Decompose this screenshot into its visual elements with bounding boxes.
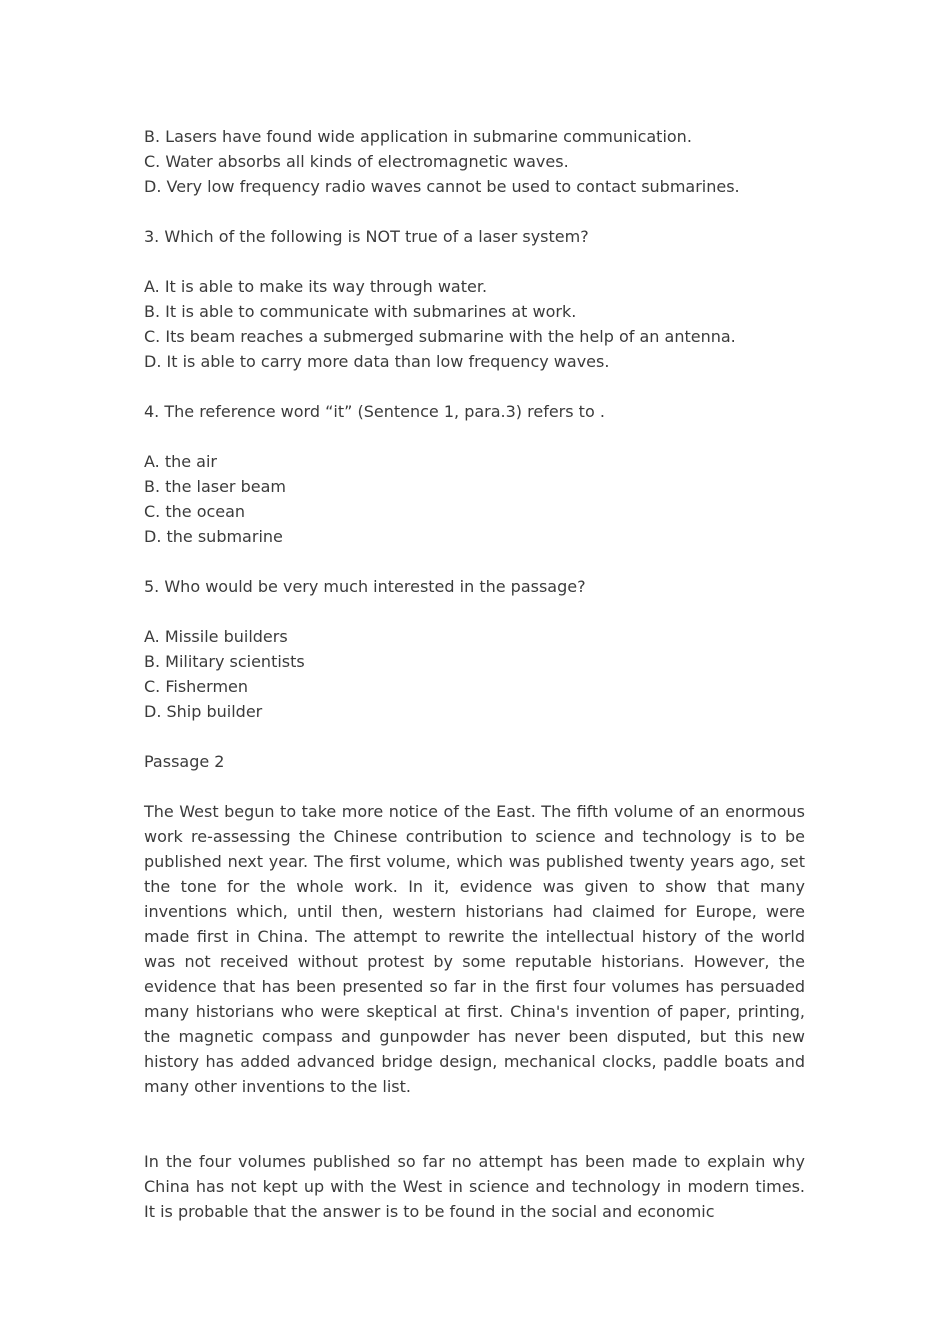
q5-option-a: A. Missile builders xyxy=(144,627,288,646)
q5-question: 5. Who would be very much interested in the passage? xyxy=(144,577,586,596)
passage-paragraph-1: The West begun to take more notice of the East. The fifth volume of an enormous work re-assessing the Chinese contribution to science and technology is to be published next year. The first volume, which was published twenty years ago, set the tone for the whole work. In it, evidence was given to show that many inventions which, until then, western historians had claimed for Europe, were made first in China. The attempt to rewrite the intellectual history of the world was not received without protest by some reputable historians. However, the evidence that has been presented so far in the first four volumes has persuaded many historians who were skeptical at first. China's invention of paper, printing, the magnetic compass and gunpowder has never been disputed, but this new history has added advanced bridge design, mechanical clocks, paddle boats and many other inventions to the list. xyxy=(144,802,805,1096)
q4-option-c: C. the ocean xyxy=(144,502,246,521)
q2-option-b: B. Lasers have found wide application in submarine communication. xyxy=(144,127,692,146)
q5-option-b: B. Military scientists xyxy=(144,652,305,671)
q2-option-c: C. Water absorbs all kinds of electromagnetic waves. xyxy=(144,152,569,171)
q4-question: 4. The reference word “it” (Sentence 1, para.3) refers to . xyxy=(144,402,605,421)
q4-option-d: D. the submarine xyxy=(144,527,283,546)
q5-option-c: C. Fishermen xyxy=(144,677,249,696)
q3-option-d: D. It is able to carry more data than low frequency waves. xyxy=(144,352,610,371)
q3-option-b: B. It is able to communicate with submarines at work. xyxy=(144,302,577,321)
q3-option-a: A. It is able to make its way through water. xyxy=(144,277,488,296)
document-page xyxy=(144,124,805,1224)
q5-option-d: D. Ship builder xyxy=(144,702,263,721)
q4-option-a: A. the air xyxy=(144,452,218,471)
q4-option-b: B. the laser beam xyxy=(144,477,286,496)
q2-option-d: D. Very low frequency radio waves cannot be used to contact submarines. xyxy=(144,177,740,196)
passage-paragraph-2: In the four volumes published so far no attempt has been made to explain why China has not kept up with the West in science and technology in modern times. It is probable that the answer is to be found in the social and economic xyxy=(144,1152,805,1221)
q3-question: 3. Which of the following is NOT true of a laser system? xyxy=(144,227,589,246)
q3-option-c: C. Its beam reaches a submerged submarine with the help of an antenna. xyxy=(144,327,736,346)
passage-title: Passage 2 xyxy=(144,752,225,771)
